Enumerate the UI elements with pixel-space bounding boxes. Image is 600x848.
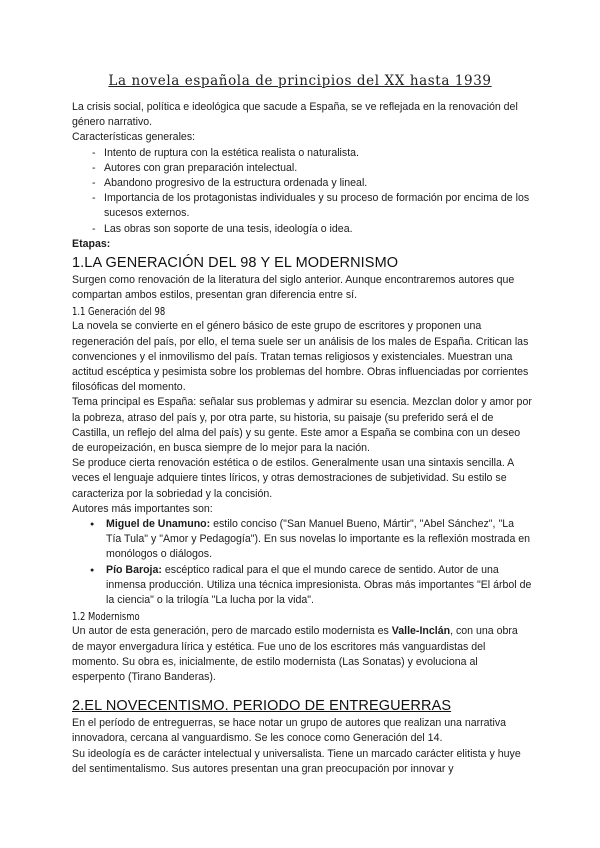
author-baroja — [72, 563, 532, 609]
section-gap — [72, 685, 532, 695]
intro-paragraph: La crisis social, política e ideológica que sacude a España, se ve reflejada en la renovación del género narrativo. — [72, 101, 518, 129]
modernismo-paragraph — [72, 624, 532, 685]
authors-list — [72, 517, 532, 608]
characteristics-list — [72, 146, 532, 237]
section-2-heading: 2.EL NOVECENTISMO. PERIODO DE ENTREGUERRAS — [72, 698, 452, 715]
subsection-1-1-heading: 1.1 Generación del 98 — [72, 305, 166, 319]
section-1-intro: Surgen como renovación de la literatura del siglo anterior. Aunque encontraremos autores que compartan ambos estilos, presentan gran diferencia entre sí. — [72, 274, 515, 302]
document-title: La novela española de principios del XX hasta 1939 — [108, 73, 492, 89]
valle-inclan-name: Valle-Inclán — [391, 625, 451, 638]
author-description: escéptico radical para el que el mundo carece de sentido. Autor de una inmensa producción. Utiliza una técnica impresionista. Obras más importantes "El árbol de la ciencia" o la trilogía "La lucha por la vida". — [106, 563, 532, 607]
generation-98-paragraph-2: Tema principal es España: señalar sus problemas y admirar su esencia. Mezclan dolor y amor por la pobreza, atraso del país y, por otra parte, su historia, su paisaje (su preferido será el de Castilla, un reflejo del alma del país) y su gente. Este amor a España se combina con un deseo de europeización, en busca siempre de lo mejor para la nación. — [72, 396, 532, 455]
list-item: - Abandono progresivo de la estructura ordenada y lineal. — [72, 176, 532, 191]
document-body — [72, 100, 532, 777]
author-description: estilo conciso ("San Manuel Bueno, Mártir", "Abel Sánchez", "La Tía Tula" y "Amor y Pedagogía"). En sus novelas lo importante es la reflexión mostrada en monólogos o diálogos. — [106, 518, 531, 561]
stages-label: Etapas: — [72, 237, 111, 250]
modernismo-text-start: Un autor de esta generación, pero de marcado estilo modernista es — [72, 625, 392, 638]
list-item: - Las obras son soporte de una tesis, ideología o idea. — [72, 222, 532, 237]
characteristics-label: Características generales: — [72, 131, 196, 144]
novecentismo-paragraph-1: En el período de entreguerras, se hace notar un grupo de autores que realizan una narrativa innovadora, cercana al vanguardismo. Se les conoce como Generación del 14. — [72, 717, 507, 745]
modernismo-text-end: , con una obra de mayor envergadura lírica y estética. Fue uno de los escritores más vanguardistas del momento. Su obra es, inicialmente, de estilo modernista (Las Sonatas) y evoluciona al esperpento (Tirano Banderas). — [72, 625, 518, 683]
novecentismo-paragraph-2: Su ideología es de carácter intelectual y universalista. Tiene un marcado carácter elitista y huye del sentimentalismo. Sus autores presentan una gran preocupación por innovar y — [72, 747, 521, 775]
subsection-1-2-heading: 1.2 Modernismo — [72, 610, 140, 624]
list-item: - Intento de ruptura con la estética realista o naturalista. — [72, 146, 532, 161]
generation-98-paragraph-3: Se produce cierta renovación estética o de estilos. Generalmente usan una sintaxis sencilla. A veces el lenguaje adquiere tintes líricos, y otras demostraciones de subjetividad. Su estilo se caracteriza por la sobriedad y la concisión. — [72, 457, 514, 500]
author-unamuno — [72, 517, 532, 563]
list-item: - Importancia de los protagonistas individuales y su proceso de formación por encima de los sucesos externos. — [72, 191, 532, 221]
author-name: Pío Baroja: — [106, 563, 162, 576]
generation-98-paragraph-1: La novela se convierte en el género básico de este grupo de escritores y proponen una regeneración del país, por ello, el tema suele ser un análisis de los males de España. Critican las convenciones y el inmovilismo del país. Tratan temas religiosos y existenciales. Muestran una actitud escéptica y pesimista sobre los problemas del hombre. Obras influenciadas por corrientes filosóficas del momento. — [72, 320, 529, 394]
list-item: - Autores con gran preparación intelectual. — [72, 161, 532, 176]
section-1-heading: 1.LA GENERACIÓN DEL 98 Y EL MODERNISMO — [72, 255, 399, 272]
authors-label: Autores más importantes son: — [72, 502, 213, 515]
author-name: Miguel de Unamuno: — [106, 518, 211, 531]
